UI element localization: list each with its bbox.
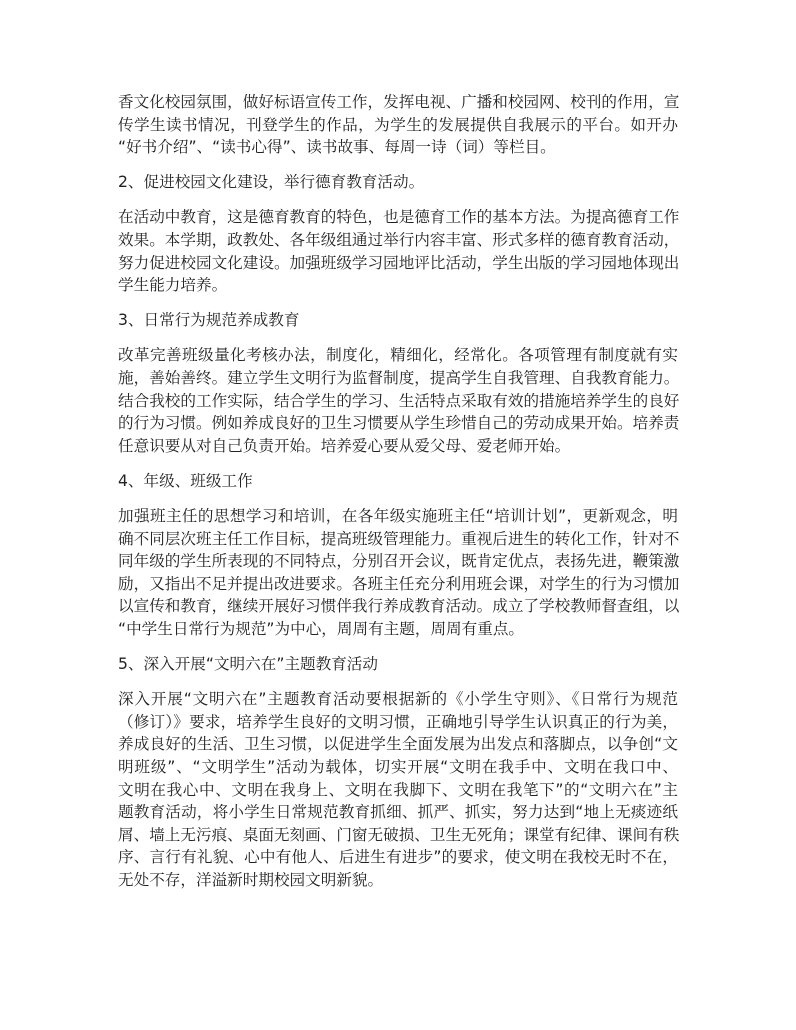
paragraph-line: 加强班主任的思想学习和培训，在各年级实施班主任“培训计划”，更新观念，明 — [118, 507, 678, 525]
heading-text: 4、年级、班级工作 — [118, 471, 253, 490]
paragraph-line: 题教育活动，将小学生日常规范教育抓细、抓严、抓实，努力达到“地上无痰迹纸 — [118, 803, 678, 822]
paragraph-line: “中学生日常行为规范”为中心，周周有主题，周周有重点。 — [118, 620, 525, 638]
paragraph-line: 的行为习惯。例如养成良好的卫生习惯要从学生珍惜自己的劳动成果开始。培养责 — [118, 414, 680, 433]
heading-text: 5、深入开展“文明六在”主题教育活动 — [118, 655, 378, 674]
heading-text: 3、日常行为规范养成教育 — [118, 311, 300, 330]
paragraph-line: 同年级的学生所表现的不同特点，分别召开会议，既肯定优点，表扬先进，鞭策激 — [118, 552, 680, 571]
paragraph-line: 施，善始善终。建立学生文明行为监督制度，提高学生自我管理、自我教育能力。 — [118, 369, 680, 387]
paragraph-line: 任意识要从对自己负责开始。培养爱心要从爱父母、爱老师开始。 — [118, 436, 571, 455]
paragraph-line: “好书介绍”、“读书心得”、读书故事、每周一诗（词）等栏目。 — [118, 138, 556, 157]
paragraph-line: 香文化校园氛围，做好标语宣传工作，发挥电视、广播和校园网、校刊的作用，宣 — [118, 93, 680, 111]
paragraph-line: 以宣传和教育，继续开展好习惯伴我行养成教育活动。成立了学校教师督查组，以 — [118, 597, 680, 616]
paragraph-line: 励，又指出不足并提出改进要求。各班主任充分利用班会课，对学生的行为习惯加 — [118, 574, 680, 593]
paragraph-line: 学生能力培养。 — [118, 276, 228, 295]
paragraph-line: 效果。本学期，政教处、各年级组通过举行内容丰富、形式多样的德育教育活动， — [118, 231, 680, 249]
paragraph-line: 明班级”、“文明学生”活动为载体，切实开展“文明在我手中、文明在我口中、 — [118, 758, 678, 776]
paragraph-line: 深入开展“文明六在”主题教育活动要根据新的《小学生守则》、《日常行为规范 — [118, 690, 678, 709]
heading-text: 2、促进校园文化建设，举行德育教育活动。 — [118, 173, 425, 192]
paragraph-line: 文明在我心中、文明在我身上、文明在我脚下、文明在我笔下”的“文明六在”主 — [118, 780, 678, 799]
paragraph-line: 改革完善班级量化考核办法，制度化，精细化，经常化。各项管理有制度就有实 — [118, 346, 678, 365]
paragraph-line: 养成良好的生活、卫生习惯，以促进学生全面发展为出发点和落脚点，以争创“文 — [118, 735, 678, 754]
paragraph-line: 无处不存，洋溢新时期校园文明新貌。 — [118, 871, 384, 889]
paragraph-line: 确不同层次班主任工作目标，提高班级管理能力。重视后进生的转化工作，针对不 — [118, 529, 680, 548]
paragraph-line: 在活动中教育，这是德育教育的特色，也是德育工作的基本方法。为提高德育工作 — [118, 208, 680, 227]
paragraph-line: 努力促进校园文化建设。加强班级学习园地评比活动，学生出版的学习园地体现出 — [118, 253, 680, 272]
paragraph-line: 结合我校的工作实际，结合学生的学习、生活特点采取有效的措施培养学生的良好 — [118, 391, 680, 410]
paragraph-line: 传学生读书情况，刊登学生的作品，为学生的发展提供自我展示的平台。如开办 — [118, 115, 678, 134]
paragraph-line: 屑、墙上无污痕、桌面无刻画、门窗无破损、卫生无死角；课堂有纪律、课间有秩 — [118, 825, 680, 844]
paragraph-line: 序、言行有礼貌、心中有他人、后进生有进步”的要求，使文明在我校无时不在， — [118, 848, 678, 867]
paragraph-line: （修订）》要求，培养学生良好的文明习惯，正确地引导学生认识真正的行为美， — [118, 712, 678, 731]
